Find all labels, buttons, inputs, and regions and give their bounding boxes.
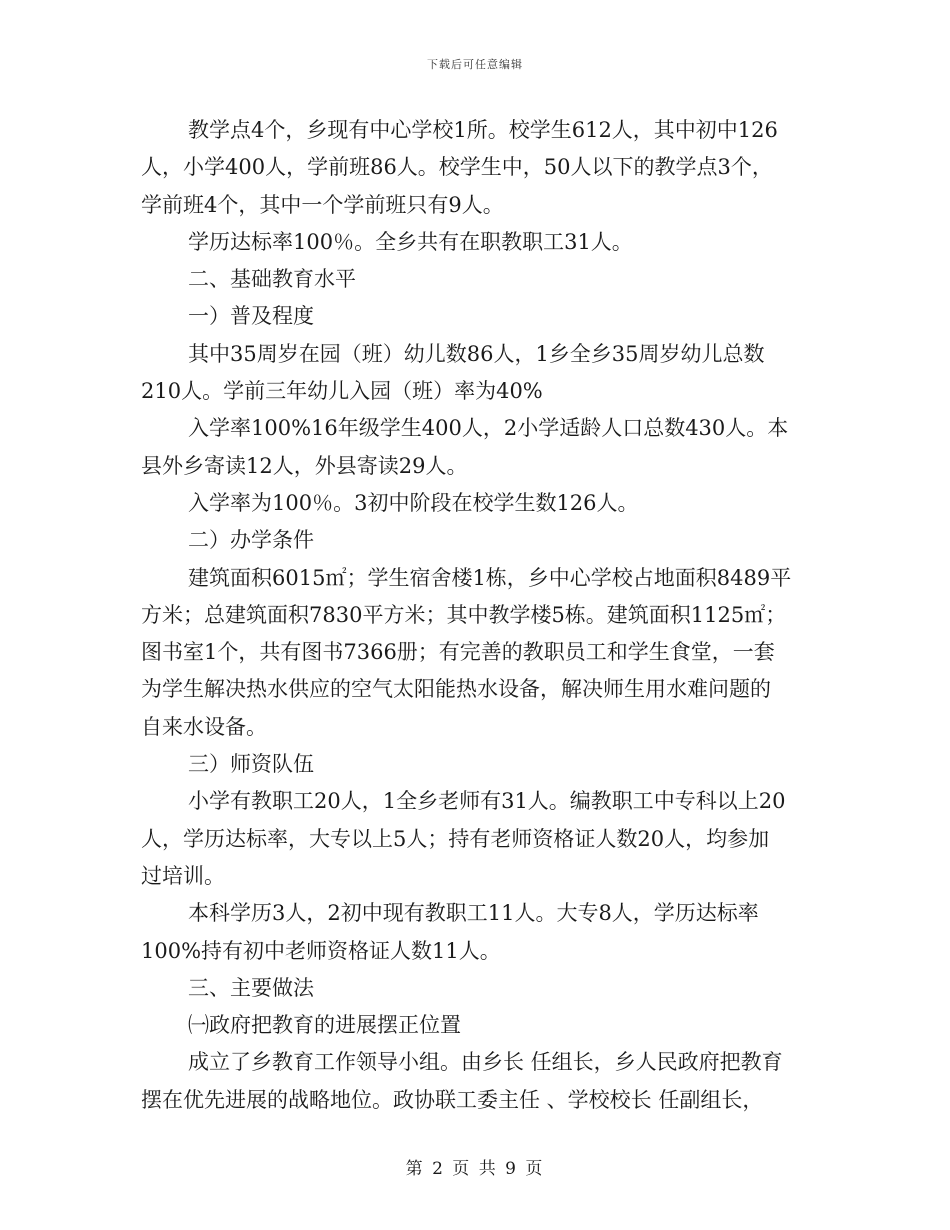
body-line: 成立了乡教育工作领导小组。由乡长 任组长，乡人民政府把教育 (188, 1050, 783, 1075)
body-line: 本科学历3人，2初中现有教职工11人。大专8人，学历达标率 (188, 901, 759, 926)
body-line: 图书室1个，共有图书7366册；有完善的教职员工和学生食堂，一套 (141, 640, 775, 665)
page-header: 下载后可任意编辑 (427, 58, 523, 71)
section-heading: 三、主要做法 (188, 975, 314, 1000)
body-line: 教学点4个，乡现有中心学校1所。校学生612人，其中初中126 (188, 118, 778, 142)
document-body (141, 112, 813, 1119)
body-line: 人，小学400人，学前班86人。校学生中，50人以下的教学点3个， (141, 155, 773, 180)
body-line: 其中35周岁在园（班）幼儿数86人，1乡全乡35周岁幼儿总数 (188, 341, 765, 366)
body-line: 为学生解决热水供应的空气太阳能热水设备，解决师生用水难问题的 (141, 677, 771, 702)
body-line: 小学有教职工20人，1全乡老师有31人。编教职工中专科以上20 (188, 789, 786, 814)
section-heading: 二、基础教育水平 (188, 267, 356, 292)
subsection-heading: ㈠政府把教育的进展摆正位置 (188, 1013, 461, 1038)
body-line: 建筑面积6015㎡；学生宿舍楼1栋，乡中心学校占地面积8489平 (188, 565, 792, 590)
body-line: 入学率为100％。3初中阶段在校学生数126人。 (188, 490, 639, 515)
page-number-footer: 第 2 页 共 9 页 (405, 1159, 545, 1179)
body-line: 210人。学前三年幼儿入园（班）率为40% (141, 379, 543, 404)
body-line: 过培训。 (141, 863, 225, 888)
body-line: 摆在优先进展的战略地位。政协联工委主任 、学校校长 任副组长， (141, 1087, 764, 1112)
body-line: 自来水设备。 (141, 714, 267, 739)
body-line: 县外乡寄读12人，外县寄读29人。 (141, 453, 468, 478)
body-line: 入学率100%16年级学生400人，2小学适龄人口总数430人。本 (188, 416, 789, 441)
body-line: 方米；总建筑面积7830平方米；其中教学楼5栋。建筑面积1125㎡； (141, 602, 787, 627)
body-line: 学前班4个，其中一个学前班只有9人。 (141, 192, 504, 217)
body-line: 学历达标率100％。全乡共有在职教职工31人。 (188, 229, 633, 254)
subsection-heading: 三）师资队伍 (188, 752, 314, 777)
subsection-heading: 二）办学条件 (188, 528, 314, 553)
subsection-heading: 一）普及程度 (188, 304, 314, 329)
body-line: 人，学历达标率，大专以上5人；持有老师资格证人数20人，均参加 (141, 826, 770, 851)
body-line: 100%持有初中老师资格证人数11人。 (141, 938, 501, 963)
